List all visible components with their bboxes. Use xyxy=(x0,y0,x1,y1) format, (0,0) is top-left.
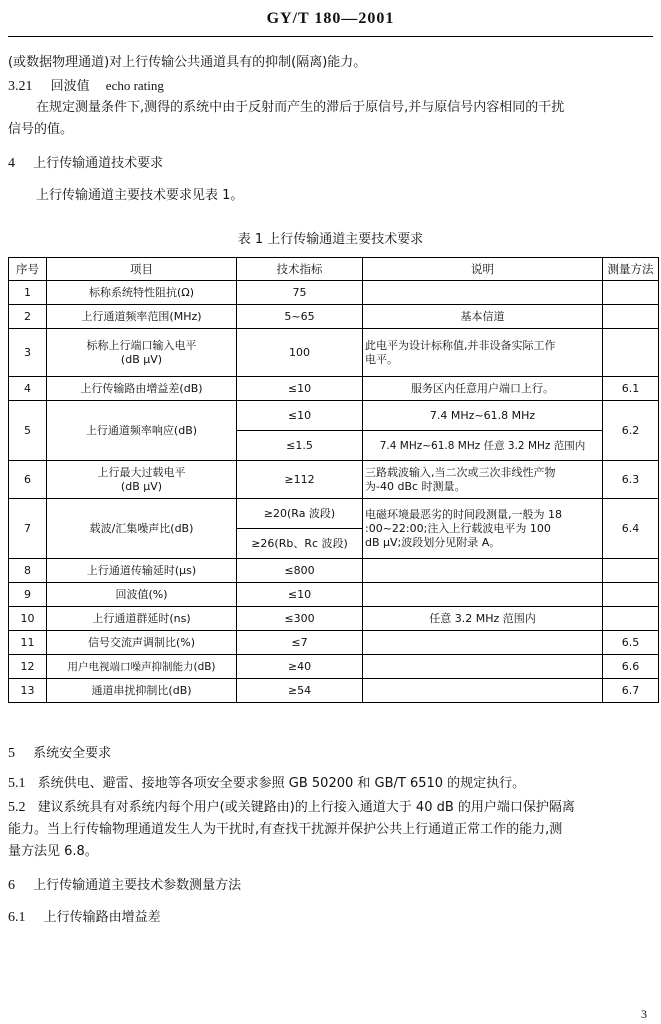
row-item-line: 上行最大过载电平 xyxy=(97,465,186,479)
row-method: 6.5 xyxy=(603,631,659,655)
column-header: 序号 xyxy=(9,258,47,281)
paragraph-line: 系统供电、避雷、接地等各项安全要求参照 GB 50200 和 GB/T 6510 的规定执行。 xyxy=(37,776,526,791)
row-note-line: 为-40 dBc 时测量。 xyxy=(365,479,466,493)
row-item: 用户电视端口噪声抑制能力(dB) xyxy=(47,655,237,679)
row-number: 11 xyxy=(9,631,47,655)
row-item: 信号交流声调制比(%) xyxy=(47,631,237,655)
row-note xyxy=(363,499,603,559)
section-number: 5.1 xyxy=(8,776,26,791)
section-5-2 xyxy=(8,799,575,817)
row-number: 3 xyxy=(9,329,47,377)
row-number: 4 xyxy=(9,377,47,401)
row-spec: ≤300 xyxy=(237,607,363,631)
paragraph-line: 上行传输通道主要技术要求见表 1。 xyxy=(36,188,244,203)
row-method xyxy=(603,607,659,631)
row-note xyxy=(363,655,603,679)
row-item-line: 标称上行端口输入电平 xyxy=(86,338,197,352)
row-note: 基本信道 xyxy=(363,305,603,329)
row-spec: ≤10 xyxy=(237,583,363,607)
section-3-21-heading xyxy=(8,77,164,96)
row-spec: ≥26(Rb、Rc 波段) xyxy=(237,529,363,559)
section-number: 4 xyxy=(8,156,15,171)
row-number: 1 xyxy=(9,281,47,305)
table-row xyxy=(9,559,659,583)
row-method xyxy=(603,329,659,377)
section-number: 5.2 xyxy=(8,800,26,815)
row-item: 上行通道频率范围(MHz) xyxy=(47,305,237,329)
table-row xyxy=(9,607,659,631)
section-title: 系统安全要求 xyxy=(33,746,112,761)
row-spec: ≤1.5 xyxy=(237,431,363,461)
row-number: 9 xyxy=(9,583,47,607)
section-5-heading xyxy=(8,745,111,763)
row-item-unit: (dB μV) xyxy=(120,352,163,366)
row-item: 上行通道群延时(ns) xyxy=(47,607,237,631)
row-spec: 75 xyxy=(237,281,363,305)
table-row xyxy=(9,377,659,401)
section-number: 6 xyxy=(8,878,15,893)
section-title: 上行传输通道主要技术参数测量方法 xyxy=(33,878,242,893)
continued-line: (或数据物理通道)对上行传输公共通道具有的抑制(隔离)能力。 xyxy=(8,55,367,70)
section-6-1-heading xyxy=(8,909,161,927)
row-method xyxy=(603,305,659,329)
row-number: 6 xyxy=(9,461,47,499)
row-note: 任意 3.2 MHz 范围内 xyxy=(363,607,603,631)
row-note-line: :00~22:00;注入上行载波电平为 100 xyxy=(365,521,551,535)
row-number: 7 xyxy=(9,499,47,559)
row-note xyxy=(363,461,603,499)
section-5-1 xyxy=(8,775,525,793)
table-row xyxy=(9,499,659,529)
row-spec: 100 xyxy=(237,329,363,377)
row-spec: ≥20(Ra 波段) xyxy=(237,499,363,529)
row-note xyxy=(363,583,603,607)
row-spec: ≥54 xyxy=(237,679,363,703)
row-note-line: 三路载波输入,当二次或三次非线性产物 xyxy=(365,465,556,479)
table-header-row xyxy=(9,258,659,281)
table-row xyxy=(9,305,659,329)
section-number: 6.1 xyxy=(8,910,26,925)
section-number: 3.21 xyxy=(8,79,33,94)
requirements-table xyxy=(8,257,659,703)
table-row xyxy=(9,281,659,305)
paragraph-line: 能力。当上行传输物理通道发生人为干扰时,有查找干扰源并保护公共上行通道正常工作的能力,测 xyxy=(8,822,563,837)
row-spec: ≤10 xyxy=(237,401,363,431)
row-number: 12 xyxy=(9,655,47,679)
row-spec: ≤10 xyxy=(237,377,363,401)
row-note-line: 电平。 xyxy=(365,352,398,366)
row-item xyxy=(47,461,237,499)
row-note xyxy=(363,631,603,655)
table-row xyxy=(9,655,659,679)
row-item: 上行通道频率响应(dB) xyxy=(47,401,237,461)
paragraph-line: 信号的值。 xyxy=(8,122,74,137)
section-title: 上行传输路由增益差 xyxy=(43,910,161,925)
row-item: 上行通道传输延时(μs) xyxy=(47,559,237,583)
section-title: 回波值 xyxy=(50,79,90,94)
section-6-heading xyxy=(8,877,241,895)
row-note: 7.4 MHz~61.8 MHz 任意 3.2 MHz 范围内 xyxy=(363,431,603,461)
row-method: 6.7 xyxy=(603,679,659,703)
table-row xyxy=(9,583,659,607)
row-note-line: 电磁环境最恶劣的时间段测量,一般为 18 xyxy=(365,507,562,521)
page-number: 3 xyxy=(641,1007,647,1021)
row-item: 通道串扰抑制比(dB) xyxy=(47,679,237,703)
section-english-term: echo rating xyxy=(105,78,164,93)
row-number: 10 xyxy=(9,607,47,631)
row-method: 6.3 xyxy=(603,461,659,499)
row-spec: ≤800 xyxy=(237,559,363,583)
table-row xyxy=(9,679,659,703)
table-row xyxy=(9,461,659,499)
table-caption: 表 1 上行传输通道主要技术要求 xyxy=(237,232,424,247)
row-method xyxy=(603,559,659,583)
row-note-line: dB μV;波段划分见附录 A。 xyxy=(365,535,501,549)
row-item: 标称系统特性阻抗(Ω) xyxy=(47,281,237,305)
table-row xyxy=(9,631,659,655)
table-row xyxy=(9,401,659,431)
paragraph-line: 量方法见 6.8。 xyxy=(8,844,98,859)
row-note: 7.4 MHz~61.8 MHz xyxy=(363,401,603,431)
row-method: 6.2 xyxy=(603,401,659,461)
row-number: 8 xyxy=(9,559,47,583)
row-spec: ≥40 xyxy=(237,655,363,679)
row-note xyxy=(363,281,603,305)
section-title: 上行传输通道技术要求 xyxy=(33,156,164,171)
row-spec: ≤7 xyxy=(237,631,363,655)
row-method xyxy=(603,583,659,607)
paragraph-line: 建议系统具有对系统内每个用户(或关键路由)的上行接入通道大于 40 dB 的用户端口保护隔离 xyxy=(37,800,575,815)
column-header: 测量方法 xyxy=(603,258,659,281)
row-method xyxy=(603,281,659,305)
column-header: 项目 xyxy=(47,258,237,281)
row-spec: ≥112 xyxy=(237,461,363,499)
row-item: 载波/汇集噪声比(dB) xyxy=(47,499,237,559)
row-note: 服务区内任意用户端口上行。 xyxy=(363,377,603,401)
row-note xyxy=(363,559,603,583)
column-header: 说明 xyxy=(363,258,603,281)
column-header: 技术指标 xyxy=(237,258,363,281)
header-rule xyxy=(8,36,653,37)
row-method: 6.4 xyxy=(603,499,659,559)
row-note xyxy=(363,679,603,703)
paragraph-line: 在规定测量条件下,测得的系统中由于反射而产生的滞后于原信号,并与原信号内容相同的干扰 xyxy=(36,100,565,115)
row-spec: 5~65 xyxy=(237,305,363,329)
section-number: 5 xyxy=(8,746,15,761)
row-item: 上行传输路由增益差(dB) xyxy=(47,377,237,401)
standard-code-header: GY/T 180—2001 xyxy=(266,10,395,27)
row-note-line: 此电平为设计标称值,并非设备实际工作 xyxy=(365,338,556,352)
row-item-unit: (dB μV) xyxy=(120,479,163,493)
row-item xyxy=(47,329,237,377)
row-method: 6.1 xyxy=(603,377,659,401)
section-4-heading xyxy=(8,155,163,173)
row-note xyxy=(363,329,603,377)
row-item: 回波值(%) xyxy=(47,583,237,607)
row-number: 2 xyxy=(9,305,47,329)
row-number: 5 xyxy=(9,401,47,461)
table-row xyxy=(9,329,659,377)
row-method: 6.6 xyxy=(603,655,659,679)
row-number: 13 xyxy=(9,679,47,703)
